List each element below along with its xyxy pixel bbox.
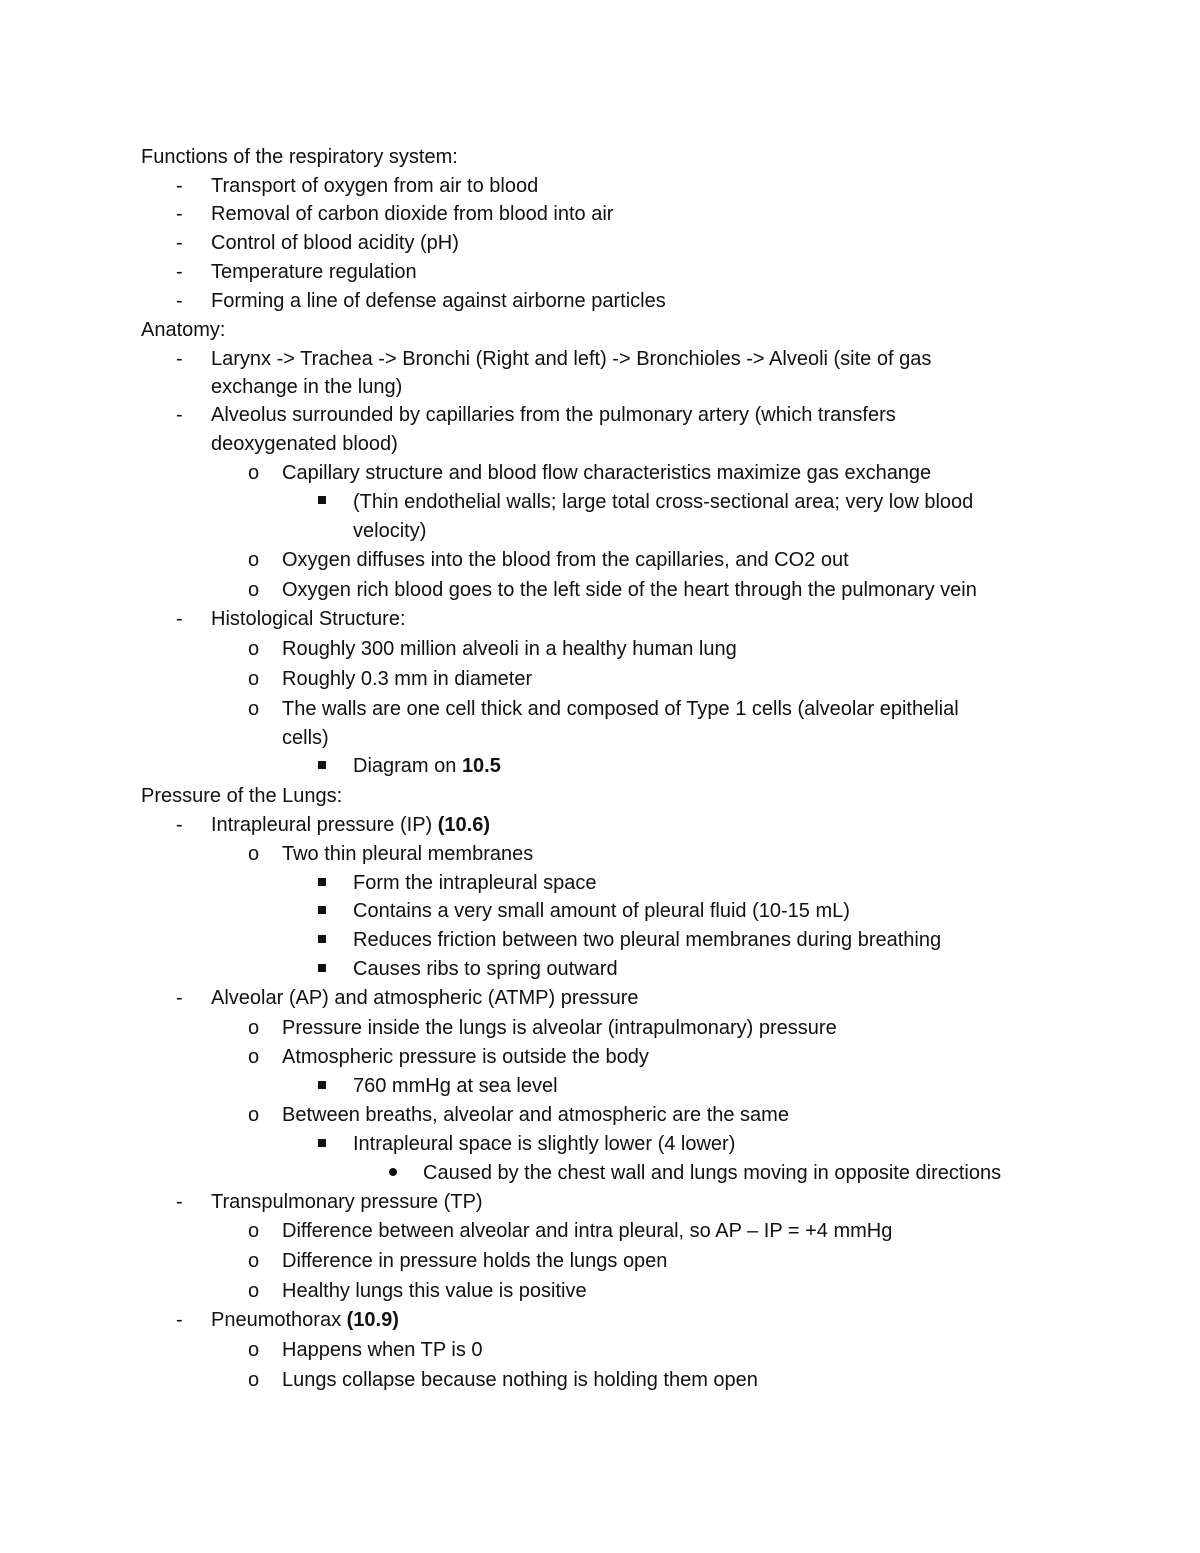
- dash-bullet: -: [176, 290, 183, 312]
- dash-bullet: -: [176, 814, 183, 836]
- square-bullet: [318, 761, 326, 769]
- list-item: Form the intrapleural space: [353, 872, 597, 894]
- section-heading: Pressure of the Lungs:: [141, 785, 343, 807]
- list-item: (Thin endothelial walls; large total cross-sectional area; very low blood: [353, 491, 974, 513]
- figure-ref: (10.6): [437, 814, 491, 836]
- dash-bullet: -: [176, 1309, 183, 1331]
- list-item: Roughly 0.3 mm in diameter: [282, 668, 533, 690]
- list-item-continuation: exchange in the lung): [211, 376, 403, 398]
- section-heading: Functions of the respiratory system:: [141, 146, 458, 168]
- list-item: Temperature regulation: [211, 261, 417, 283]
- list-item: Happens when TP is 0: [282, 1339, 483, 1361]
- circle-bullet: o: [248, 1280, 260, 1302]
- square-bullet: [318, 878, 326, 886]
- list-item: Between breaths, alveolar and atmospheric are the same: [282, 1104, 789, 1126]
- circle-bullet: o: [248, 638, 260, 660]
- list-item: Roughly 300 million alveoli in a healthy human lung: [282, 638, 737, 660]
- square-bullet: [318, 935, 326, 943]
- circle-bullet: o: [248, 579, 260, 601]
- round-bullet: [389, 1168, 397, 1176]
- list-item: Reduces friction between two pleural membranes during breathing: [353, 929, 942, 951]
- dash-bullet: -: [176, 232, 183, 254]
- circle-bullet: o: [248, 1104, 260, 1126]
- list-item: Histological Structure:: [211, 608, 406, 630]
- circle-bullet: o: [248, 1339, 260, 1361]
- dash-bullet: -: [176, 203, 183, 225]
- list-item: Oxygen diffuses into the blood from the capillaries, and CO2 out: [282, 549, 849, 571]
- list-item-continuation: cells): [282, 727, 329, 749]
- section-heading: Anatomy:: [141, 319, 226, 341]
- list-item: 760 mmHg at sea level: [353, 1075, 558, 1097]
- square-bullet: [318, 964, 326, 972]
- circle-bullet: o: [248, 549, 260, 571]
- list-item-continuation: velocity): [353, 520, 427, 542]
- list-item: Intrapleural space is slightly lower (4 lower): [353, 1133, 736, 1155]
- figure-ref: 10.5: [461, 755, 501, 777]
- circle-bullet: o: [248, 1017, 260, 1039]
- dash-bullet: -: [176, 261, 183, 283]
- circle-bullet: o: [248, 1220, 260, 1242]
- list-item: Difference in pressure holds the lungs open: [282, 1250, 668, 1272]
- dash-bullet: -: [176, 348, 183, 370]
- list-item: Two thin pleural membranes: [282, 843, 534, 865]
- figure-ref: (10.9): [346, 1309, 399, 1331]
- dash-bullet: -: [176, 608, 183, 630]
- list-item: Forming a line of defense against airborne particles: [211, 290, 666, 312]
- list-item: Alveolus surrounded by capillaries from the pulmonary artery (which transfers: [211, 404, 896, 426]
- dash-bullet: -: [176, 987, 183, 1009]
- list-item: Capillary structure and blood flow characteristics maximize gas exchange: [282, 462, 932, 484]
- square-bullet: [318, 1081, 326, 1089]
- list-item: Control of blood acidity (pH): [211, 232, 459, 254]
- square-bullet: [318, 906, 326, 914]
- list-item: Alveolar (AP) and atmospheric (ATMP) pressure: [211, 987, 639, 1009]
- list-item-text: Intrapleural pressure (IP): [211, 814, 438, 836]
- circle-bullet: o: [248, 462, 260, 484]
- dash-bullet: -: [176, 1191, 183, 1213]
- list-item: Atmospheric pressure is outside the body: [282, 1046, 649, 1068]
- list-item: Contains a very small amount of pleural fluid (10-15 mL): [353, 900, 850, 922]
- circle-bullet: o: [248, 1046, 260, 1068]
- list-item: Larynx -> Trachea -> Bronchi (Right and left) -> Bronchioles -> Alveoli (site of gas: [211, 348, 932, 370]
- list-item: Pressure inside the lungs is alveolar (intrapulmonary) pressure: [282, 1017, 837, 1039]
- list-item: Causes ribs to spring outward: [353, 958, 618, 980]
- list-item: Difference between alveolar and intra pleural, so AP – IP = +4 mmHg: [282, 1220, 893, 1242]
- list-item: Oxygen rich blood goes to the left side of the heart through the pulmonary vein: [282, 579, 977, 601]
- list-item: [353, 753, 501, 779]
- circle-bullet: o: [248, 843, 260, 865]
- circle-bullet: o: [248, 1369, 260, 1391]
- list-item: Transport of oxygen from air to blood: [211, 175, 539, 197]
- dash-bullet: -: [176, 175, 183, 197]
- list-item: Healthy lungs this value is positive: [282, 1280, 587, 1302]
- list-item: Removal of carbon dioxide from blood into air: [211, 203, 614, 225]
- list-item: Lungs collapse because nothing is holding them open: [282, 1369, 758, 1391]
- square-bullet: [318, 1139, 326, 1147]
- circle-bullet: o: [248, 668, 260, 690]
- list-item-continuation: deoxygenated blood): [211, 433, 398, 455]
- dash-bullet: -: [176, 404, 183, 426]
- list-item-text: Pneumothorax: [211, 1309, 347, 1331]
- list-item: Caused by the chest wall and lungs moving in opposite directions: [423, 1162, 1002, 1184]
- list-item-text: Diagram on: [353, 755, 462, 777]
- list-item: [211, 1307, 399, 1333]
- list-item: The walls are one cell thick and composed of Type 1 cells (alveolar epithelial: [282, 698, 959, 720]
- circle-bullet: o: [248, 1250, 260, 1272]
- square-bullet: [318, 496, 326, 504]
- circle-bullet: o: [248, 698, 260, 720]
- list-item: [211, 812, 490, 838]
- list-item: Transpulmonary pressure (TP): [211, 1191, 483, 1213]
